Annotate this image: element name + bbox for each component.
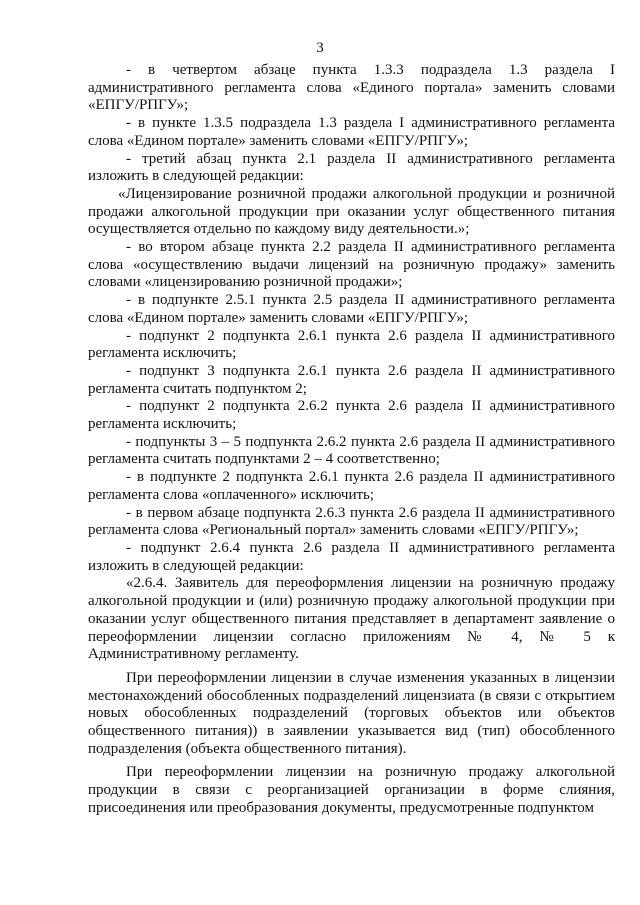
body-paragraph: При переоформлении лицензии в случае изменения указанных в лицензии местонахождений обособленных подразделений лицензиата (в связи с открытием новых обособленных подразделений (торговых объектов или объектов общественного питания)) в заявлении указывается вид (тип) обособленного подразделения (объекта общественного питания). bbox=[88, 669, 615, 757]
amendment-paragraph: - подпункт 2.6.4 пункта 2.6 раздела II административного регламента изложить в следующей редакции: bbox=[88, 539, 615, 574]
amendment-paragraph: - в пункте 1.3.5 подраздела 1.3 раздела I административного регламента слова «Едином портале» заменить словами «ЕПГУ/РПГУ»; bbox=[88, 115, 615, 149]
amendment-paragraph: - в подпункте 2.5.1 пункта 2.5 раздела II административного регламента слова «Едином портале» заменить словами «ЕПГУ/РПГУ»; bbox=[88, 292, 615, 326]
quoted-paragraph: «2.6.4. Заявитель для переоформления лицензии на розничную продажу алкогольной продукции и (или) розничную продажу алкогольной продукции при оказании услуг общественного питания представляет в департамент заявление о переоформлении лицензии согласно приложениям № 4, № 5 к Административному регламенту. bbox=[88, 575, 615, 663]
body-paragraph: При переоформлении лицензии на розничную продажу алкогольной продукции в связи с реорганизацией организации в форме слияния, присоединения или преобразования документы, предусмотренные подпунктом bbox=[88, 764, 615, 816]
amendment-paragraph: - подпункт 2 подпункта 2.6.2 пункта 2.6 раздела II административного регламента исключить; bbox=[88, 398, 615, 433]
amendment-paragraph: - подпункты 3 – 5 подпункта 2.6.2 пункта 2.6 раздела II административного регламента считать подпунктами 2 – 4 соответственно; bbox=[88, 433, 615, 468]
amendment-paragraph: - подпункт 2 подпункта 2.6.1 пункта 2.6 раздела II административного регламента исключить; bbox=[88, 327, 615, 362]
quoted-paragraph: «Лицензирование розничной продажи алкогольной продукции и розничной продажи алкогольной продукции при оказании услуг общественного питания осуществляется отдельно по каждому виду деятельности.»; bbox=[88, 185, 615, 238]
amendment-paragraph: - в первом абзаце подпункта 2.6.3 пункта 2.6 раздела II административного регламента слова «Региональный портал» заменить словами «ЕПГУ/РПГУ»; bbox=[88, 504, 615, 539]
amendment-paragraph: - во втором абзаце пункта 2.2 раздела II административного регламента слова «осуществлению выдачи лицензий на розничную продажу» заменить словами «лицензированию розничной продажи»; bbox=[88, 239, 615, 291]
page-number: 3 bbox=[316, 40, 324, 56]
document-body bbox=[88, 62, 615, 818]
amendment-paragraph: - в подпункте 2 подпункта 2.6.1 пункта 2.6 раздела II административного регламента слова «оплаченного» исключить; bbox=[88, 469, 615, 503]
amendment-paragraph: - в четвертом абзаце пункта 1.3.3 подраздела 1.3 раздела I административного регламента слова «Единого портала» заменить словами «ЕПГУ/РПГУ»; bbox=[88, 62, 615, 114]
amendment-paragraph: - подпункт 3 подпункта 2.6.1 пункта 2.6 раздела II административного регламента считать подпунктом 2; bbox=[88, 362, 615, 397]
amendment-paragraph: - третий абзац пункта 2.1 раздела II административного регламента изложить в следующей редакции: bbox=[88, 150, 615, 185]
